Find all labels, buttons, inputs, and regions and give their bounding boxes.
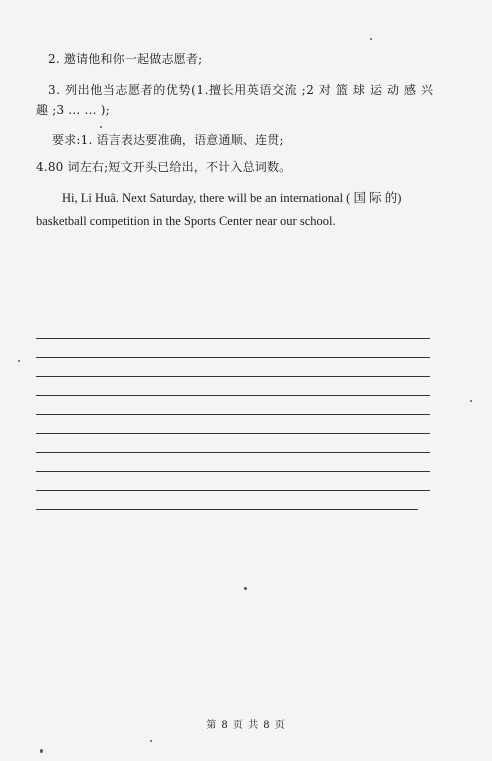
writing-line [36, 433, 430, 434]
scan-speck [150, 740, 152, 742]
essay-opening-paragraph [36, 187, 446, 233]
scan-speck [40, 749, 43, 753]
task-item-3-line2: 趣 ;3 … … ); [36, 103, 110, 117]
essay-opening-text: Hi, Li Huâ. Next Saturday, there will be an international ( 国 际 的) basketball competition in the Sports Center near our school. [36, 191, 402, 228]
writing-line [36, 452, 430, 453]
page-footer: 第 8 页 共 8 页 [206, 720, 286, 731]
task-item-2: 2. 邀请他和你一起做志愿者; [48, 52, 203, 66]
writing-line [36, 395, 430, 396]
scan-speck [18, 360, 20, 362]
writing-line [36, 357, 430, 358]
task-item-3-line1: 3. 列出他当志愿者的优势(1.擅长用英语交流 ;2 对 篮 球 运 动 感 兴 [48, 83, 434, 97]
requirement-1: 要求:1. 语言表达要准确，语意通顺、连贯; [52, 133, 284, 147]
scan-speck [470, 400, 472, 402]
scan-speck [244, 587, 247, 590]
scan-speck [370, 38, 372, 40]
writing-line [36, 376, 430, 377]
scan-speck [100, 126, 102, 128]
writing-line [36, 471, 430, 472]
writing-line [36, 490, 430, 491]
writing-line [36, 414, 430, 415]
writing-line [36, 509, 418, 510]
requirement-2: 4.80 词左右;短文开头已给出，不计入总词数。 [36, 160, 292, 174]
writing-line [36, 338, 430, 339]
